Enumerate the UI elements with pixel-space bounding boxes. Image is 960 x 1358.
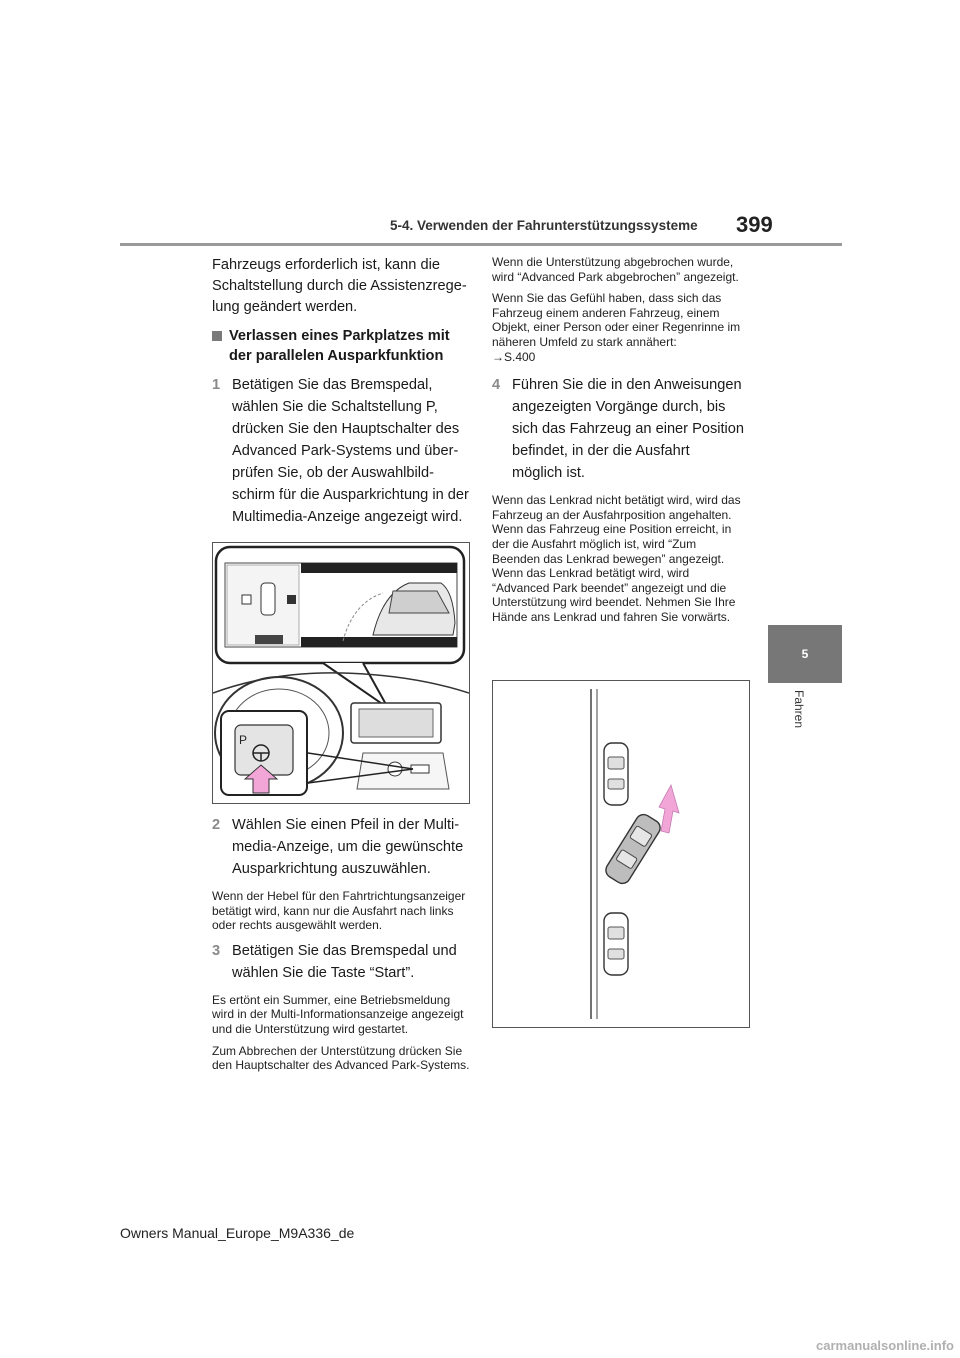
footer-text: Owners Manual_Europe_M9A336_de xyxy=(120,1225,355,1241)
step-text: Wählen Sie einen Pfeil in der Multimedia-Anzeige, um die gewünschte Ausparkrichtung auszuwählen. xyxy=(232,817,464,877)
page-number: 399 xyxy=(736,212,773,237)
step-text: Betätigen Sie das Bremspedal und wählen Sie die Taste “Start”. xyxy=(232,942,457,981)
control-knob-icon xyxy=(388,762,402,776)
section-title: 5-4. Verwenden der Fahrunterstützungssysteme xyxy=(390,218,698,233)
right-arrow-button-icon xyxy=(287,595,296,604)
section-heading xyxy=(212,326,470,366)
section-heading-text: Verlassen eines Parkplatzes mit der parallelen Ausparkfunktion xyxy=(229,328,450,364)
step-number: 2 xyxy=(212,817,221,833)
square-bullet-icon xyxy=(212,331,222,341)
note-steering: Wenn das Lenkrad nicht betätigt wird, wird das Fahrzeug an der Ausfahrposition angehalten. Wenn das Fahrzeug eine Position erreicht, in der die Ausfahrt möglich ist, wird “Zum Beenden das Lenkrad bewegen” angezeigt. Wenn das Lenkrad betätigt wird, wird “Advanced Park beendet” angezeigt und die Unterstützung wird beendet. Nehmen Sie Ihre Hände ans Lenkrad und fahren Sie vorwärts. xyxy=(492,493,741,624)
note-cancelled: Wenn die Unterstützung abgebrochen wurde, wird “Advanced Park abgebrochen” angezeigt. xyxy=(492,255,739,284)
right-column xyxy=(492,255,744,632)
figure-parking-maneuver xyxy=(492,680,750,1028)
watermark: carmanualsonline.info xyxy=(816,1338,954,1353)
step-text: Führen Sie die in den Anweisungen angezeigten Vorgänge durch, bis sich das Fahrzeug an einer Position befindet, in der die Ausfahrt möglich ist. xyxy=(512,377,745,482)
center-display-screen xyxy=(359,709,433,737)
page-reference-link[interactable]: →S.400 xyxy=(492,349,536,364)
start-button xyxy=(255,635,283,644)
car-top-icon xyxy=(261,583,275,615)
step-2 xyxy=(212,814,470,880)
chapter-label: Fahren xyxy=(792,690,806,729)
parked-car-rear-icon xyxy=(604,913,628,975)
step-number: 3 xyxy=(212,942,221,959)
note-turn-signal: Wenn der Hebel für den Fahrtrichtungsanzeiger betätigt wird, kann nur die Ausfahrt nach links oder rechts ausgewählt werden. xyxy=(212,889,466,933)
exit-direction-arrow-icon xyxy=(659,785,679,833)
note-cancel: Zum Abbrechen der Unterstützung drücken Sie den Hauptschalter des Advanced Park-Systems. xyxy=(212,1043,470,1073)
screen-top-bar xyxy=(301,563,457,573)
chapter-number: 5 xyxy=(801,647,809,661)
step-1 xyxy=(212,374,470,528)
dashboard-illustration xyxy=(213,543,469,803)
chapter-tab[interactable] xyxy=(768,625,842,683)
maneuvering-car-icon xyxy=(603,812,663,887)
note-too-close xyxy=(492,291,744,364)
intro-paragraph: Fahrzeugs erforderlich ist, kann die Schaltstellung durch die Assistenzregelung geändert werden. xyxy=(212,257,467,315)
screen-bottom-bar xyxy=(301,637,457,647)
figure-display-and-switch xyxy=(212,542,470,804)
header-divider xyxy=(120,243,842,246)
step-number: 4 xyxy=(492,377,501,394)
park-button-label: P xyxy=(239,733,248,747)
note-too-close-text: Wenn Sie das Gefühl haben, dass sich das Fahrzeug einem anderen Fahrzeug, einem Objekt, einer Person oder einer Regenrinne im näheren Umfeld zu stark annähert: xyxy=(492,291,741,349)
parked-car-front-icon xyxy=(604,743,628,805)
park-switch-icon xyxy=(411,765,429,773)
step-4 xyxy=(492,374,744,484)
note-buzzer: Es ertönt ein Summer, eine Betriebsmeldung wird in der Multi-Informationsanzeige angezeigt und die Unterstützung wird gestartet. xyxy=(212,992,464,1036)
step-text: Betätigen Sie das Bremspedal, wählen Sie die Schaltstellung P, drücken Sie den Hauptschalter des Advanced Park-Systems und überprüfen Sie, ob der Auswahlbildschirm für die Ausparkrichtung in der Multimedia-Anzeige angezeigt wird. xyxy=(232,377,469,525)
left-column xyxy=(212,255,470,1080)
left-arrow-button-icon xyxy=(242,595,251,604)
step-3 xyxy=(212,940,470,984)
parking-diagram xyxy=(493,681,749,1027)
step-number: 1 xyxy=(212,377,221,393)
